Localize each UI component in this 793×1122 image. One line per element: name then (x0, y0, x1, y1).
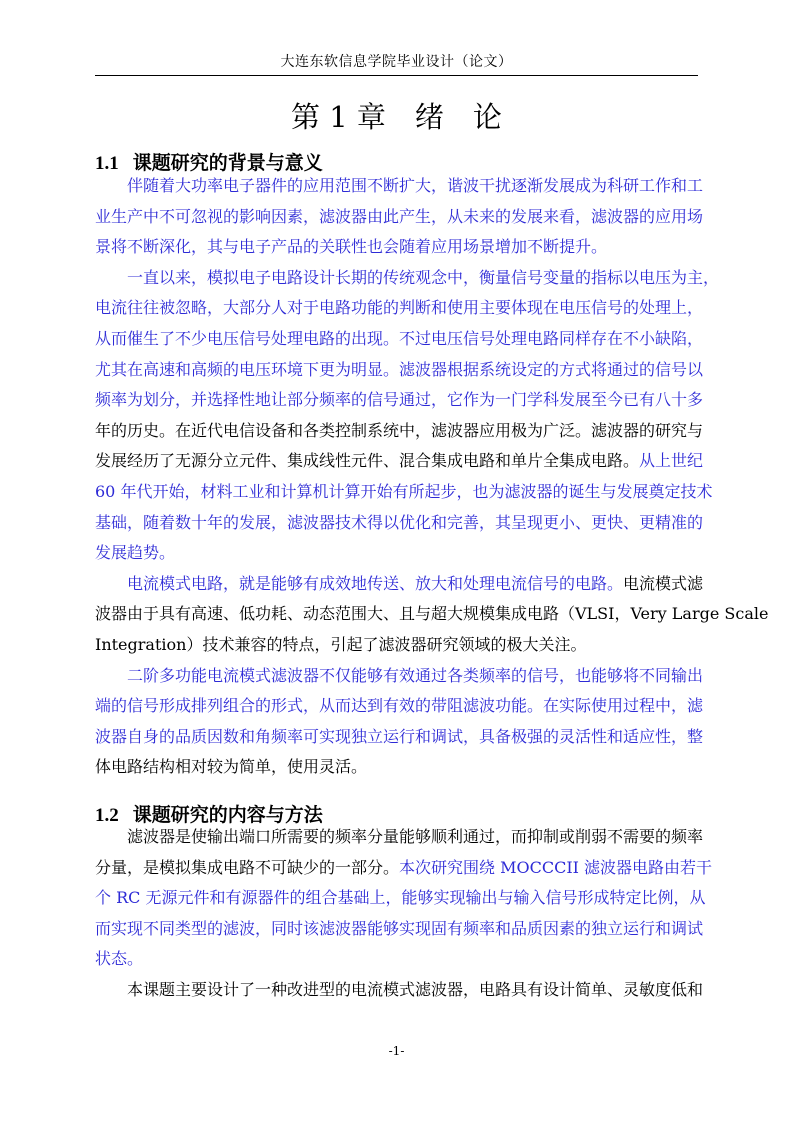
paragraph-line: 基础，随着数十年的发展，滤波器技术得以优化和完善，其呈现更小、更快、更精准的 (95, 512, 704, 532)
paragraph-line: 滤波器是使输出端口所需要的频率分量能够顺利通过，而抑制或削弱不需要的频率 (127, 827, 704, 846)
paragraph-line: 而实现不同类型的滤波，同时该滤波器能够实现固有频率和品质因素的独立运行和调试 (95, 918, 704, 938)
paragraph-line: 体电路结构相对较为简单，使用灵活。 (95, 757, 368, 777)
paragraph-line (95, 569, 704, 600)
paragraph-line: 波器自身的品质因数和角频率可实现独立运行和调试，具备极强的灵活性和适应性，整 (95, 726, 704, 746)
line-segment: 电流模式电路，就是能够有成效地传送、放大和处理电流信号的电路。 (127, 573, 624, 593)
line-segment: 本次研究围绕 MOCCCII 滤波器电路由若干 (399, 857, 713, 877)
paragraph-line: 尤其在高速和高频的电压环境下更为明显。滤波器根据系统设定的方式将通过的信号以 (95, 359, 704, 379)
paragraph-line: 伴随着大功率电子器件的应用范围不断扩大，谐波干扰逐渐发展成为科研工作和工 (127, 176, 704, 195)
paragraph-line: 个 RC 无源元件和有源器件的组合基础上，能够实现输出与输入信号形成特定比例，从 (95, 888, 706, 908)
section-title: 课题研究的内容与方法 (132, 804, 323, 826)
paragraph-line (95, 853, 713, 884)
line-segment: 电流模式滤 (623, 573, 704, 593)
paragraph-line: 年的历史。在近代电信设备和各类控制系统中，滤波器应用极为广泛。滤波器的研究与 (95, 420, 704, 440)
paragraph-line: 60 年代开始，材料工业和计算机计算开始有所起步，也为滤波器的诞生与发展奠定技术 (95, 481, 713, 501)
page-number: -1- (388, 1044, 405, 1058)
paragraph-line: 电流往往被忽略，大部分人对于电路功能的判断和使用主要体现在电压信号的处理上， (95, 298, 704, 318)
paragraph-line: 本课题主要设计了一种改进型的电流模式滤波器，电路具有设计简单、灵敏度低和 (127, 979, 704, 999)
line-segment: 分量，是模拟集成电路不可缺少的一部分。 (95, 857, 400, 877)
section-title: 课题研究的背景与意义 (132, 152, 323, 174)
paragraph-line: 状态。 (95, 949, 144, 969)
header-divider (95, 75, 698, 76)
section-1-1-body (95, 171, 769, 783)
paragraph-line: Integration）技术兼容的特点，引起了滤波器研究领域的极大关注。 (95, 634, 587, 654)
paragraph-line: 一直以来，模拟电子电路设计长期的传统观念中，衡量信号变量的指标以电压为主， (127, 267, 720, 287)
line-segment: 发展经历了无源分立元件、集成线性元件、混合集成电路和单片全集成电路。 (95, 451, 640, 471)
paragraph-line: 频率为划分，并选择性地让部分频率的信号通过，它作为一门学科发展至今已有八十多 (95, 390, 704, 410)
paragraph-line: 从而催生了不少电压信号处理电路的出现。不过电压信号处理电路同样存在不小缺陷， (95, 328, 704, 348)
paragraph-line (95, 446, 704, 477)
paragraph-line: 二阶多功能电流模式滤波器不仅能够有效通过各类频率的信号，也能够将不同输出 (127, 665, 704, 685)
paragraph-line: 业生产中不可忽视的影响因素，滤波器由此产生，从未来的发展来看，滤波器的应用场 (95, 206, 704, 226)
section-number: 1.1 (95, 153, 119, 174)
paragraph-line: 发展趋势。 (95, 543, 176, 563)
section-1-2-body (95, 822, 713, 1006)
chapter-title: 第 1 章 绪 论 (291, 100, 502, 134)
paragraph-line: 景将不断深化，其与电子产品的关联性也会随着应用场景增加不断提升。 (95, 237, 608, 257)
line-segment: 从上世纪 (639, 451, 704, 471)
running-header: 大连东软信息学院毕业设计（论文） (280, 54, 513, 70)
paragraph-line: 端的信号形成排列组合的形式，从而达到有效的带阻滤波功能。在实际使用过程中，滤 (95, 696, 704, 716)
section-number: 1.2 (95, 805, 119, 826)
paragraph-line: 波器由于具有高速、低功耗、动态范围大、且与超大规模集成电路（VLSI，Very Large Scale (95, 604, 769, 624)
